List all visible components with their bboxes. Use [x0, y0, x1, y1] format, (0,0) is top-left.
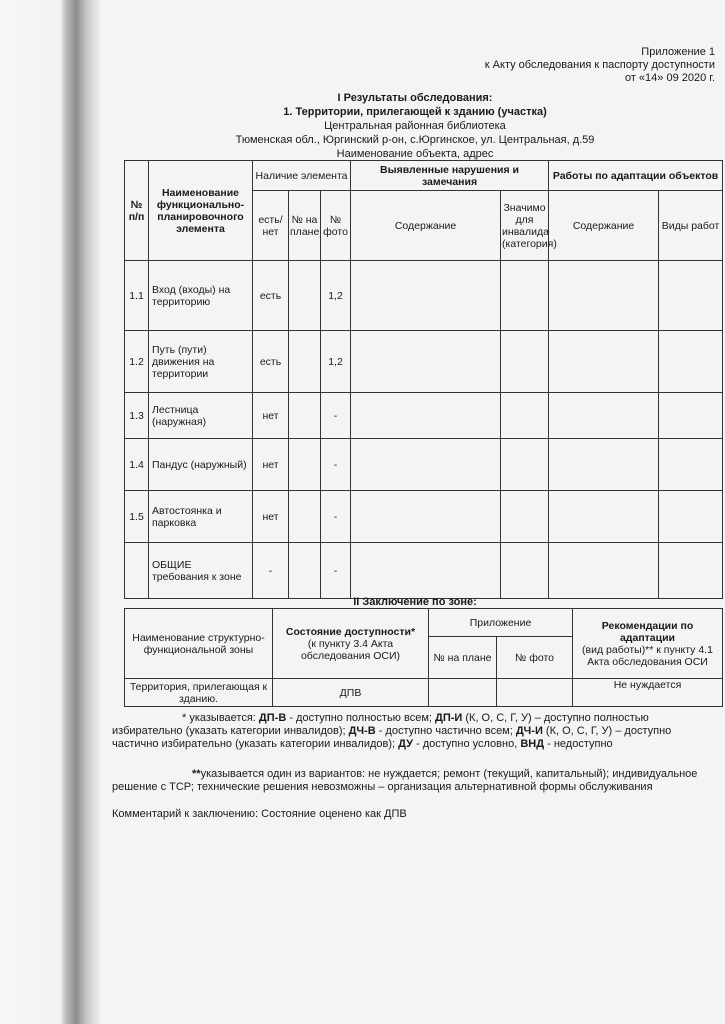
row-photo: - [321, 439, 351, 491]
col-significant: Значимо для инвалида (категория) [501, 191, 549, 261]
rec-title: Рекомендации по адаптации [601, 619, 694, 644]
row-photo: - [321, 543, 351, 599]
table-row [125, 543, 723, 599]
conclusion-table [124, 608, 723, 707]
row-num: 1.2 [125, 331, 149, 393]
row-photo: - [321, 393, 351, 439]
row-exists: есть [253, 331, 289, 393]
row-on-plan [289, 543, 321, 599]
table-row [125, 439, 723, 491]
table-row [125, 393, 723, 439]
col-appendix-photo: № фото [497, 637, 573, 679]
zone-recommendation: Не нуждается [573, 679, 723, 707]
appendix-header [485, 46, 715, 85]
row-on-plan [289, 331, 321, 393]
col-presence: Наличие элемента [253, 161, 351, 191]
col-works: Работы по адаптации объектов [549, 161, 723, 191]
object-address: Тюменская обл., Юргинский р-он, с.Юргинское, ул. Центральная, д.59 [235, 134, 595, 146]
row-on-plan [289, 439, 321, 491]
appendix-label: Приложение 1 [641, 46, 715, 58]
row-exists: нет [253, 439, 289, 491]
section-subtitle: 1. Территории, прилегающей к зданию (участка) [283, 106, 547, 118]
col-state [273, 609, 429, 679]
conclusion-title: II Заключение по зоне: [353, 596, 477, 608]
col-violations: Выявленные нарушения и замечания [351, 161, 549, 191]
row-name: Лестница (наружная) [149, 393, 253, 439]
row-exists: есть [253, 261, 289, 331]
table-row [125, 261, 723, 331]
survey-table [124, 160, 723, 599]
rec-note: (вид работы)** к пункту 4.1 Акта обследования ОСИ [582, 643, 713, 668]
col-element-name: Наименование функционально-планировочного элемента [149, 161, 253, 261]
col-works-content: Содержание [549, 191, 659, 261]
col-exists: есть/ нет [253, 191, 289, 261]
col-recommendations [573, 609, 723, 679]
row-photo: 1,2 [321, 261, 351, 331]
object-caption: Наименование объекта, адрес [336, 148, 494, 160]
row-name: Пандус (наружный) [149, 439, 253, 491]
section-title: I Результаты обследования: [337, 92, 493, 104]
table-row [125, 679, 723, 707]
footnote-accessibility: * указывается: ДП-В - доступно полностью всем; ДП-И (К, О, С, Г, У) – доступно полностью избирательно (указать категории инвалидов); ДЧ-В - доступно частично всем; ДЧ-И (К, О, С, Г, У) – доступно частично избирательно (указать категории инвалидов); ДУ - доступно условно, ВНД - недоступно [112, 712, 672, 750]
row-num: 1.3 [125, 393, 149, 439]
row-photo: 1,2 [321, 331, 351, 393]
row-num: 1.5 [125, 491, 149, 543]
row-name: Автостоянка и парковка [149, 491, 253, 543]
row-num [125, 543, 149, 599]
row-exists: нет [253, 491, 289, 543]
appendix-act-ref: к Акту обследования к паспорту доступности [484, 59, 715, 71]
conclusion-comment: Комментарий к заключению: Состояние оценено как ДПВ [112, 808, 407, 820]
row-num: 1.1 [125, 261, 149, 331]
row-num: 1.4 [125, 439, 149, 491]
col-photo: № фото [321, 191, 351, 261]
object-name: Центральная районная библиотека [324, 120, 506, 132]
appendix-date: от «14» 09 2020 г. [624, 72, 715, 84]
table-row [125, 331, 723, 393]
row-on-plan [289, 491, 321, 543]
row-on-plan [289, 261, 321, 331]
row-name: Вход (входы) на территорию [149, 261, 253, 331]
row-exists: - [253, 543, 289, 599]
col-violation-content: Содержание [351, 191, 501, 261]
col-num: № п/п [125, 161, 149, 261]
row-on-plan [289, 393, 321, 439]
row-photo: - [321, 491, 351, 543]
state-note: (к пункту 3.4 Акта обследования ОСИ) [300, 637, 401, 662]
col-works-types: Виды работ [659, 191, 723, 261]
zone-state: ДПВ [273, 679, 429, 707]
state-title: Состояние доступности* [285, 625, 416, 638]
footnote-work-types: **указывается один из вариантов: не нуждается; ремонт (текущий, капитальный); индивидуальное решение с ТСР; технические решения невозможны – организация альтернативной формы обслуживания [112, 768, 698, 793]
row-name: Путь (пути) движения на территории [149, 331, 253, 393]
col-on-plan: № на плане [289, 191, 321, 261]
row-exists: нет [253, 393, 289, 439]
col-appendix-plan: № на плане [429, 637, 497, 679]
zone-name: Территория, прилегающая к зданию. [125, 679, 273, 707]
row-name: ОБЩИЕ требования к зоне [149, 543, 253, 599]
table-row [125, 491, 723, 543]
col-appendix: Приложение [429, 609, 573, 637]
col-zone-name: Наименование структурно-функциональной зоны [125, 609, 273, 679]
